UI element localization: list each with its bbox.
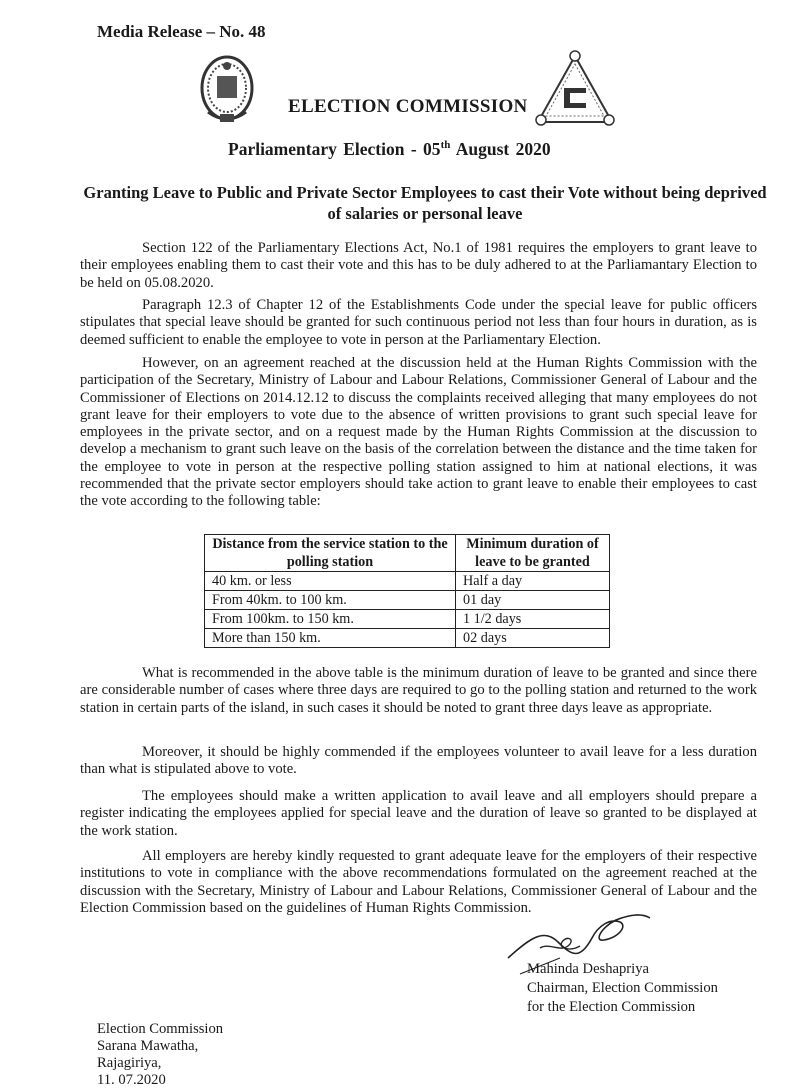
table-row xyxy=(205,610,610,629)
table-row xyxy=(205,591,610,610)
signatory-for: for the Election Commission xyxy=(527,999,696,1015)
leave-duration-table xyxy=(204,534,610,648)
paragraph-hrc-agreement: However, on an agreement reached at the discussion held at the Human Rights Commission with the participation of the Secretary, Ministry of Labour and Labour Relations, Commissioner General of Labour and the Commissioner of Elections on 2014.12.12 to discuss the complaints received alleging that many employees do not grant leave for their employers to vote due to the absence of written provisions to grant such special leave for employees in the private sector, and on a request made by the Human Rights Commission at the discussion to develop a mechanism to grant such leave on the basis of the correlation between the distance and the time taken for the employee to vote in person at the respective polling station assigned to him at national elections, it was recommended that the private sector employers should take action to grant leave to enable their employees to cast the vote according to the following table: xyxy=(80,355,757,510)
table-header-distance: Distance from the service station to the polling station xyxy=(205,535,456,572)
table-cell-distance: From 40km. to 100 km. xyxy=(205,591,456,610)
paragraph-establishments-code: Paragraph 12.3 of Chapter 12 of the Establishments Code under the special leave for public officers stipulates that special leave should be granted for such continuous period not less than four hours in duration, as is deemed sufficient to enable the employee to vote in person at the Parliamentary Election. xyxy=(80,297,757,348)
commission-title: ELECTION COMMISSION xyxy=(288,96,528,117)
table-cell-distance: More than 150 km. xyxy=(205,629,456,648)
table-header-duration: Minimum duration of leave to be granted xyxy=(456,535,610,572)
table-cell-duration: 02 days xyxy=(456,629,610,648)
paragraph-volunteer: Moreover, it should be highly commended if the employees volunteer to avail leave for a less duration than what is stipulated above to vote. xyxy=(80,744,757,778)
address-line: Sarana Mawatha, xyxy=(97,1038,199,1054)
signatory-title: Chairman, Election Commission xyxy=(527,980,718,996)
national-emblem-icon xyxy=(198,52,256,126)
election-commission-logo-icon xyxy=(534,50,616,132)
paragraph-request-employers: All employers are hereby kindly requested to grant adequate leave for the employers of their respective institutions to vote in compliance with the above recommendations formulated on the agreement reached at the discussion with the Secretary, Ministry of Labour and Labour Relations, Commissioner General of Labour and the Election Commission based on the guidelines of Human Rights Commission. xyxy=(80,848,757,916)
table-row xyxy=(205,572,610,591)
address-line: Rajagiriya, xyxy=(97,1055,162,1071)
table-cell-distance: From 100km. to 150 km. xyxy=(205,610,456,629)
election-title: Parliamentary Election - 05th August 2020 xyxy=(228,139,551,159)
paragraph-minimum-duration: What is recommended in the above table is the minimum duration of leave to be granted and since there are considerable number of cases where three days are required to go to the polling station and returned to the work station in certain parts of the island, in such cases it should be noted to grant three days leave as appropriate. xyxy=(80,665,757,716)
signatory-name: Mahinda Deshapriya xyxy=(527,961,649,977)
address-line: Election Commission xyxy=(97,1021,224,1037)
table-header-row xyxy=(205,535,610,572)
table-row xyxy=(205,629,610,648)
table-cell-duration: 01 day xyxy=(456,591,610,610)
table-cell-distance: 40 km. or less xyxy=(205,572,456,591)
paragraph-written-application: The employees should make a written application to avail leave and all employers should prepare a register indicating the employees applied for special leave and the duration of leave so granted to be displayed at the work station. xyxy=(80,788,757,839)
address-block xyxy=(97,1021,223,1089)
table-cell-duration: Half a day xyxy=(456,572,610,591)
document-date: 11. 07.2020 xyxy=(97,1072,166,1088)
document-heading: Granting Leave to Public and Private Sector Employees to cast their Vote without being deprived of salaries or personal leave xyxy=(83,183,767,223)
paragraph-section-122: Section 122 of the Parliamentary Elections Act, No.1 of 1981 requires the employers to grant leave to their employees enabling them to cast their vote and this has to be duly adhered to at the Parliamantary Election to be held on 05.08.2020. xyxy=(80,240,757,291)
table-cell-duration: 1 1/2 days xyxy=(456,610,610,629)
media-release-number: Media Release – No. 48 xyxy=(97,22,266,41)
signature-block xyxy=(527,960,718,1017)
